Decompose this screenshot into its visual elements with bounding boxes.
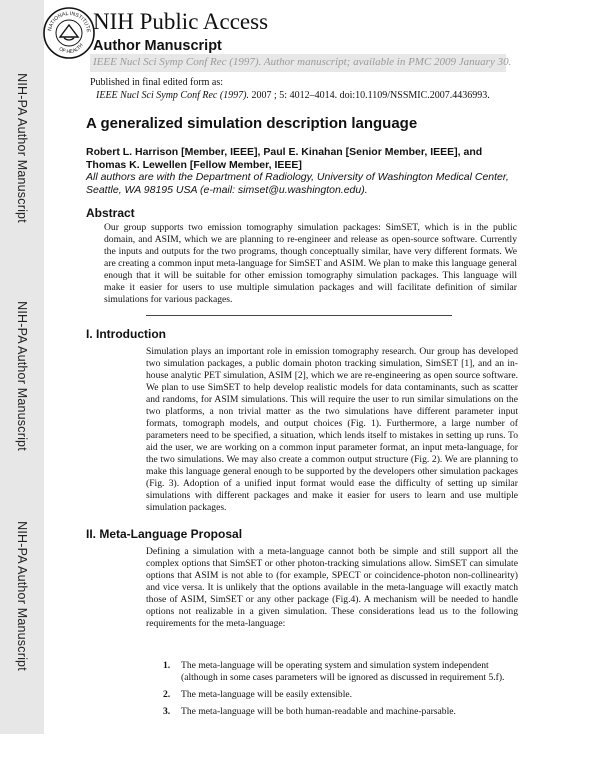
abstract-divider	[146, 315, 452, 316]
journal-banner-text: IEEE Nucl Sci Symp Conf Rec (1997). Author manuscript; available in PMC 2009 January 30.	[93, 56, 512, 68]
nih-pa-sidebar: NIH-PA Author Manuscript NIH-PA Author Manuscript NIH-PA Author Manuscript	[0, 0, 44, 734]
seal-text-bottom: OF HEALTH	[57, 42, 85, 56]
proposal-text: Defining a simulation with a meta-language cannot both be simple and still support all the complex options that SimSET or other photon-tracking simulations allow. SimSET can simulate options that ASIM is not able to (for example, SPECT or coincidence-photon non-collinearity) and vice versa. It is unlikely that the options available in the meta-language will exactly match those of ASIM, SimSET or any other package (Fig.4). A mechanism will be needed to handle options not realizable in a given simulation. These considerations lead us to the following requirements for the meta-language:	[146, 546, 518, 629]
abstract-text: Our group supports two emission tomography simulation packages: SimSET, which is in the public domain, and ASIM, which we are planning to re-engineer and release as open-source software. Currently the inputs and outputs for the two programs, though conceptually similar, have very different formats. We are creating a common input meta-language for SimSET and ASIM. We plan to make this language general enough that it will be suitable for other emission tomography simulation packages. This language will make it easier for users to use multiple simulation packages and will facilitate definition of similar simulations for various packages.	[104, 222, 517, 305]
introduction-text: Simulation plays an important role in emission tomography research. Our group has developed two simulation packages, a public domain photon tracking simulation, SimSET [1], and an in-house analytic PET simulation, ASIM [2], which we are re-engineering as open source software. We plan to use SimSET to help develop realistic models for data contaminants, such as scatter and randoms, for ASIM simulations. This will require the user to run similar simulations on the two platforms, a non trivial matter as the two simulations have different parameter input formats, tomograph models, and output choices (Fig. 1). Furthermore, a large number of parameters need to be specified, a situation, which lends itself to mistakes in setting up runs. To aid the user, we are working on a common input parameter format, an input meta-language, for the two simulations. We may also create a common output structure (Fig. 2). We are planning to make this language general enough to be supported by the developers other simulation packages (Fig. 3). Adoption of a unified input format would ease the difficulty of setting up similar simulations with different packages and make it easier for users to learn and use multiple simulation packages.	[146, 346, 518, 513]
requirement-text: The meta-language will be operating system and simulation system independent (although in some cases parameters will be ignored as discussed in requirement 5.f).	[181, 660, 505, 683]
proposal-heading: II. Meta-Language Proposal	[86, 527, 243, 541]
seal-text-top: NATIONAL INSTITUTE	[47, 10, 92, 33]
author-list: Robert L. Harrison [Member, IEEE], Paul E. Kinahan [Senior Member, IEEE], and Thomas K. Lewellen [Fellow Member, IEEE]	[86, 146, 483, 171]
introduction-heading: I. Introduction	[86, 327, 166, 341]
journal-banner	[90, 54, 512, 72]
citation-journal: IEEE Nucl Sci Symp Conf Rec (1997).	[96, 90, 250, 101]
requirement-text: The meta-language will be both human-readable and machine-parsable.	[181, 706, 456, 717]
requirement-number: 2.	[163, 689, 171, 700]
citation-details: 2007 ; 5: 4012–4014. doi:10.1109/NSSMIC.2007.4436993.	[251, 90, 490, 101]
author-manuscript-label: Author Manuscript	[93, 38, 222, 54]
abstract-heading: Abstract	[86, 206, 135, 220]
requirement-number: 1.	[163, 660, 171, 671]
nih-seal-logo	[42, 6, 96, 60]
requirement-text: The meta-language will be easily extensible.	[181, 689, 353, 700]
requirement-number: 3.	[163, 706, 171, 717]
citation	[96, 90, 490, 101]
published-form-label: Published in final edited form as:	[90, 77, 224, 88]
author-affiliation: All authors are with the Department of Radiology, University of Washington Medical Center, Seattle, WA 98195 USA (e-mail: simset@u.washington.edu).	[86, 171, 509, 196]
article-title: A generalized simulation description language	[86, 115, 418, 132]
nih-public-access-title: NIH Public Access	[93, 9, 269, 34]
